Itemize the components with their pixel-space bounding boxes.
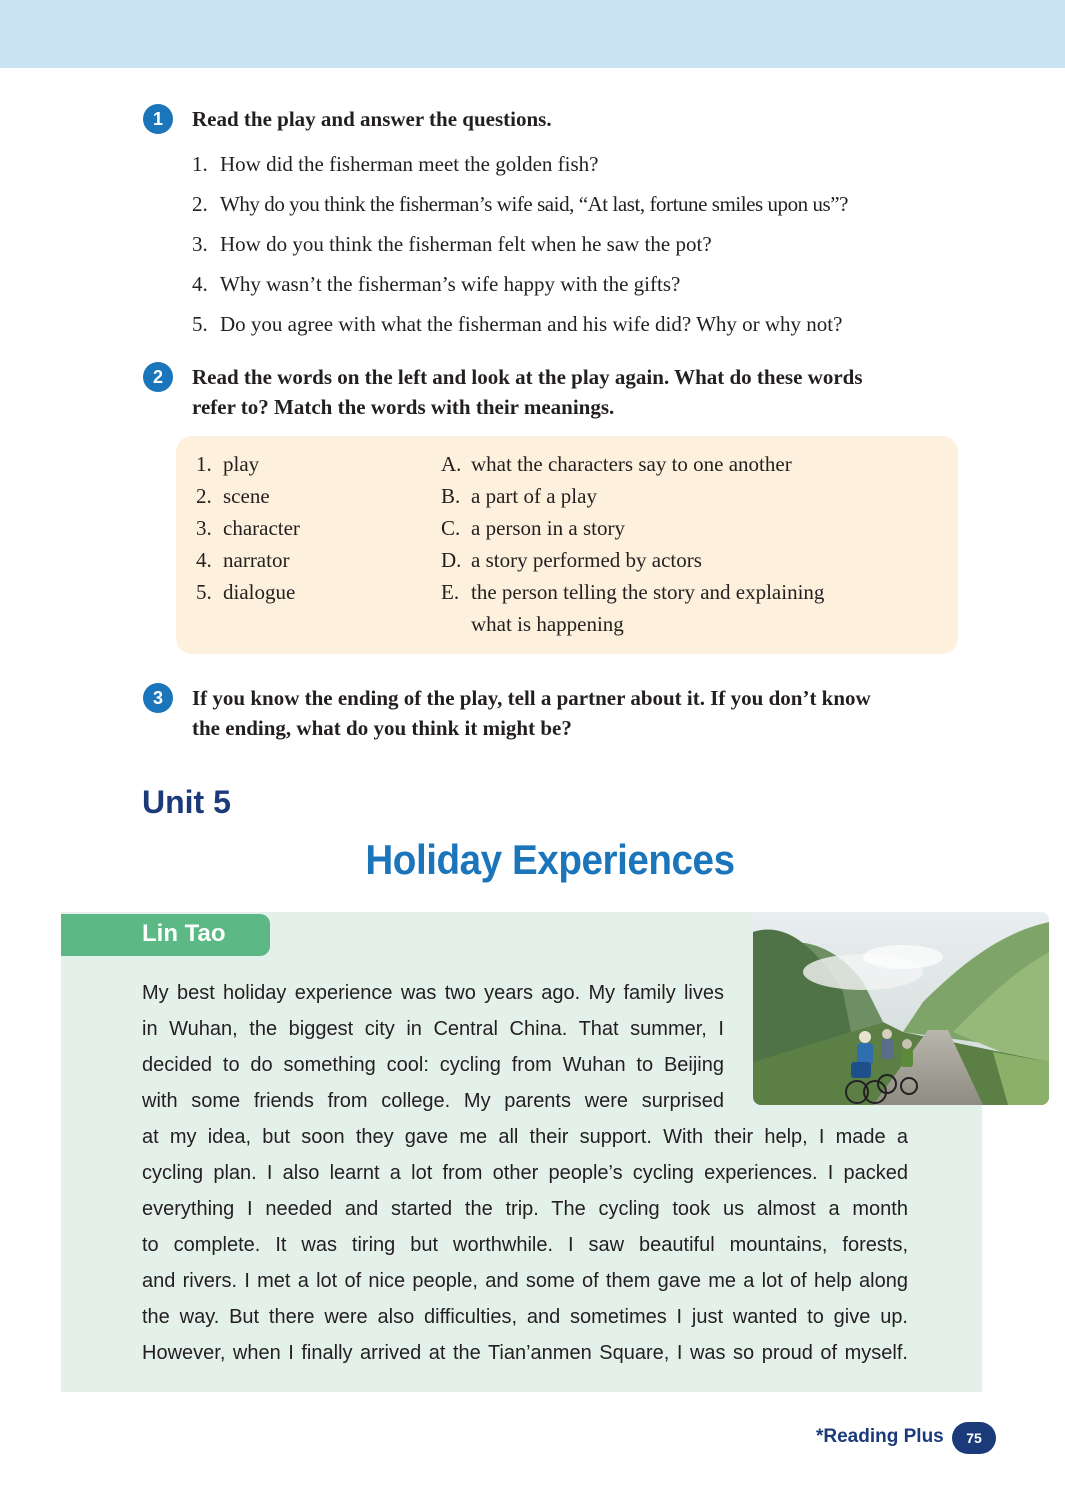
exercise-3-badge: 3	[143, 683, 173, 713]
unit-title: Holiday Experiences	[365, 836, 735, 883]
meaning-item-continuation: what is happening	[471, 612, 624, 636]
exercise-2-badge: 2	[143, 362, 173, 392]
question-item: 2. Why do you think the fisherman’s wife said, “At last, fortune smiles upon us”?	[192, 192, 849, 216]
meaning-item: C. a person in a story	[441, 516, 625, 540]
meaning-item: E. the person telling the story and explaining	[441, 580, 825, 604]
story-line: in Wuhan, the biggest city in Central China. That summer, I	[142, 1018, 724, 1040]
word-item: 4. narrator	[196, 548, 290, 572]
story-author-name: Lin Tao	[142, 920, 226, 947]
exercise-3-instruction-line-2: the ending, what do you think it might be?	[192, 716, 572, 740]
meaning-item: D. a story performed by actors	[441, 548, 702, 572]
exercise-2-instruction-line-1: Read the words on the left and look at the play again. What do these words	[192, 365, 863, 389]
question-item: 5. Do you agree with what the fisherman and his wife did? Why or why not?	[192, 312, 843, 336]
story-author-tab	[61, 914, 270, 956]
question-item: 3. How do you think the fisherman felt when he saw the pot?	[192, 232, 712, 256]
story-line: However, when I finally arrived at the Tian’anmen Square, I was so proud of myself.	[142, 1342, 908, 1364]
story-line: decided to do something cool: cycling from Wuhan to Beijing	[142, 1054, 724, 1076]
story-line: with some friends from college. My parents were surprised	[142, 1090, 724, 1112]
word-item: 3. character	[196, 516, 300, 540]
page-number: 75	[952, 1422, 996, 1454]
question-item: 4. Why wasn’t the fisherman’s wife happy with the gifts?	[192, 272, 681, 296]
exercise-1-badge: 1	[143, 104, 173, 134]
exercise-1-question-list	[192, 144, 992, 344]
meaning-item: A. what the characters say to one another	[441, 452, 792, 476]
story-line: at my idea, but soon they gave me all their support. With their help, I made a	[142, 1126, 908, 1148]
exercise-3-instruction-line-1: If you know the ending of the play, tell a partner about it. If you don’t know	[192, 686, 871, 710]
story-line: and rivers. I met a lot of nice people, and some of them gave me a lot of help along	[142, 1270, 908, 1292]
story-line: everything I needed and started the trip. The cycling took us almost a month	[142, 1198, 908, 1220]
story-line: the way. But there were also difficulties, and sometimes I just wanted to give up.	[142, 1306, 908, 1328]
cycling-photo	[753, 912, 1049, 1105]
exercise-1-instruction: Read the play and answer the questions.	[192, 107, 552, 131]
top-header-band	[0, 0, 1065, 68]
story-line: cycling plan. I also learnt a lot from other people’s cycling experiences. I packed	[142, 1162, 908, 1184]
story-line: to complete. It was tiring but worthwhile. I saw beautiful mountains, forests,	[142, 1234, 908, 1256]
story-line: My best holiday experience was two years ago. My family lives	[142, 982, 724, 1004]
footer-section-label: *Reading Plus	[816, 1426, 944, 1447]
unit-label: Unit 5	[142, 784, 231, 820]
question-item: 1. How did the fisherman meet the golden fish?	[192, 152, 599, 176]
word-item: 5. dialogue	[196, 580, 296, 604]
meaning-item: B. a part of a play	[441, 484, 597, 508]
word-item: 1. play	[196, 452, 260, 476]
exercise-2-instruction-line-2: refer to? Match the words with their meanings.	[192, 395, 615, 419]
word-item: 2. scene	[196, 484, 270, 508]
